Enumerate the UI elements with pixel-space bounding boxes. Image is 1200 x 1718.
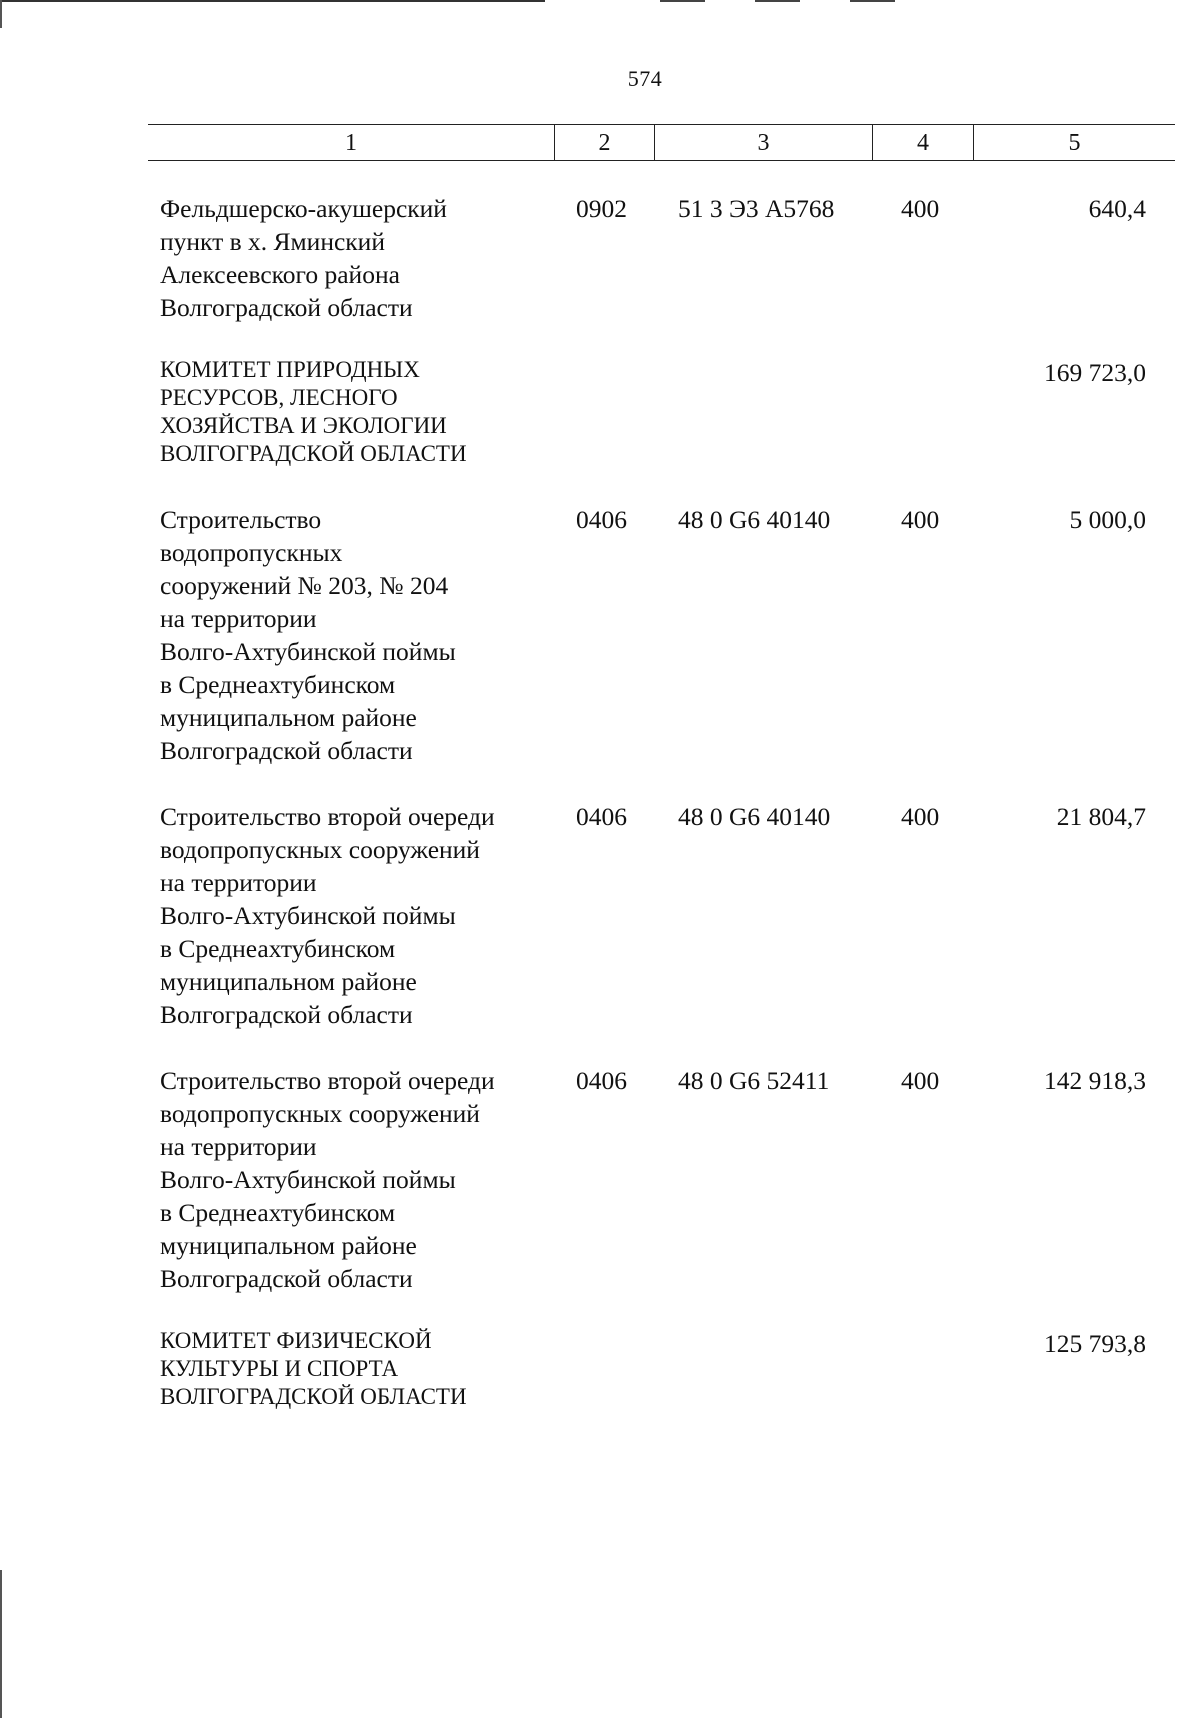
row-name-line: водопропускных bbox=[160, 538, 343, 567]
row-name-line: в Среднеахтубинском bbox=[160, 934, 396, 963]
row-target-article: 48 0 G6 52411 bbox=[678, 1066, 830, 1095]
row-name-line: пункт в х. Яминский bbox=[160, 227, 385, 256]
row-name-line: водопропускных сооружений bbox=[160, 835, 480, 864]
row-name-line: в Среднеахтубинском bbox=[160, 1198, 396, 1227]
row-section: 0406 bbox=[576, 505, 627, 534]
row-name bbox=[160, 1327, 545, 1411]
row-name-line: на территории bbox=[160, 868, 317, 897]
row-amount: 640,4 bbox=[1088, 194, 1146, 223]
row-amount: 21 804,7 bbox=[1056, 802, 1146, 831]
column-header-1: 1 bbox=[148, 125, 555, 160]
row-target-article: 48 0 G6 40140 bbox=[678, 802, 831, 831]
row-expense-type: 400 bbox=[901, 505, 940, 534]
row-name bbox=[160, 1064, 545, 1295]
row-name-line: ВОЛГОГРАДСКОЙ ОБЛАСТИ bbox=[160, 1384, 467, 1409]
row-section: 0406 bbox=[576, 1066, 627, 1095]
row-name-line: Волгоградской области bbox=[160, 293, 413, 322]
row-name bbox=[160, 192, 545, 324]
row-name-line: в Среднеахтубинском bbox=[160, 670, 396, 699]
row-target-article: 48 0 G6 40140 bbox=[678, 505, 831, 534]
row-name bbox=[160, 356, 545, 468]
row-name-line: муниципальном районе bbox=[160, 967, 417, 996]
row-name-line: КОМИТЕТ ПРИРОДНЫХ bbox=[160, 357, 420, 382]
row-name bbox=[160, 503, 545, 767]
row-name-line: Строительство bbox=[160, 505, 322, 534]
scan-left-edge bbox=[0, 0, 2, 28]
row-name-line: Волгоградской области bbox=[160, 736, 413, 765]
row-section: 0902 bbox=[576, 194, 627, 223]
row-amount: 5 000,0 bbox=[1069, 505, 1146, 534]
row-section: 0406 bbox=[576, 802, 627, 831]
row-name-line: на территории bbox=[160, 1132, 317, 1161]
row-amount: 125 793,8 bbox=[1044, 1329, 1146, 1358]
row-name-line: Строительство второй очереди bbox=[160, 1066, 495, 1095]
column-header-3: 3 bbox=[655, 125, 873, 160]
scan-left-edge bbox=[0, 1570, 2, 1718]
row-name-line: ВОЛГОГРАДСКОЙ ОБЛАСТИ bbox=[160, 441, 467, 466]
column-header-2: 2 bbox=[555, 125, 655, 160]
row-name bbox=[160, 800, 545, 1031]
scan-edge-dash bbox=[850, 0, 895, 2]
row-name-line: водопропускных сооружений bbox=[160, 1099, 480, 1128]
row-name-line: ХОЗЯЙСТВА И ЭКОЛОГИИ bbox=[160, 413, 447, 438]
row-name-line: Волго-Ахтубинской поймы bbox=[160, 637, 456, 666]
row-name-line: Волгоградской области bbox=[160, 1000, 413, 1029]
row-name-line: муниципальном районе bbox=[160, 703, 417, 732]
column-header-4: 4 bbox=[873, 125, 974, 160]
row-expense-type: 400 bbox=[901, 802, 940, 831]
row-amount: 169 723,0 bbox=[1044, 358, 1146, 387]
column-header-5: 5 bbox=[1068, 130, 1081, 156]
row-name-line: Волгоградской области bbox=[160, 1264, 413, 1293]
row-name-line: Волго-Ахтубинской поймы bbox=[160, 1165, 456, 1194]
row-expense-type: 400 bbox=[901, 194, 940, 223]
row-target-article: 51 3 Э3 А5768 bbox=[678, 194, 835, 223]
row-name-line: Алексеевского района bbox=[160, 260, 400, 289]
row-name-line: КУЛЬТУРЫ И СПОРТА bbox=[160, 1356, 399, 1381]
row-name-line: Волго-Ахтубинской поймы bbox=[160, 901, 456, 930]
scan-edge-line bbox=[0, 0, 545, 2]
row-amount: 142 918,3 bbox=[1044, 1066, 1146, 1095]
row-name-line: Фельдшерско-акушерский bbox=[160, 194, 447, 223]
row-name-line: Строительство второй очереди bbox=[160, 802, 495, 831]
page-number: 574 bbox=[627, 66, 663, 91]
row-expense-type: 400 bbox=[901, 1066, 940, 1095]
table-header bbox=[148, 124, 1175, 161]
row-name-line: муниципальном районе bbox=[160, 1231, 417, 1260]
scan-edge-dash bbox=[660, 0, 705, 2]
row-name-line: на территории bbox=[160, 604, 317, 633]
scan-edge-dash bbox=[755, 0, 800, 2]
row-name-line: КОМИТЕТ ФИЗИЧЕСКОЙ bbox=[160, 1328, 432, 1353]
row-name-line: РЕСУРСОВ, ЛЕСНОГО bbox=[160, 385, 398, 410]
row-name-line: сооружений № 203, № 204 bbox=[160, 571, 449, 600]
